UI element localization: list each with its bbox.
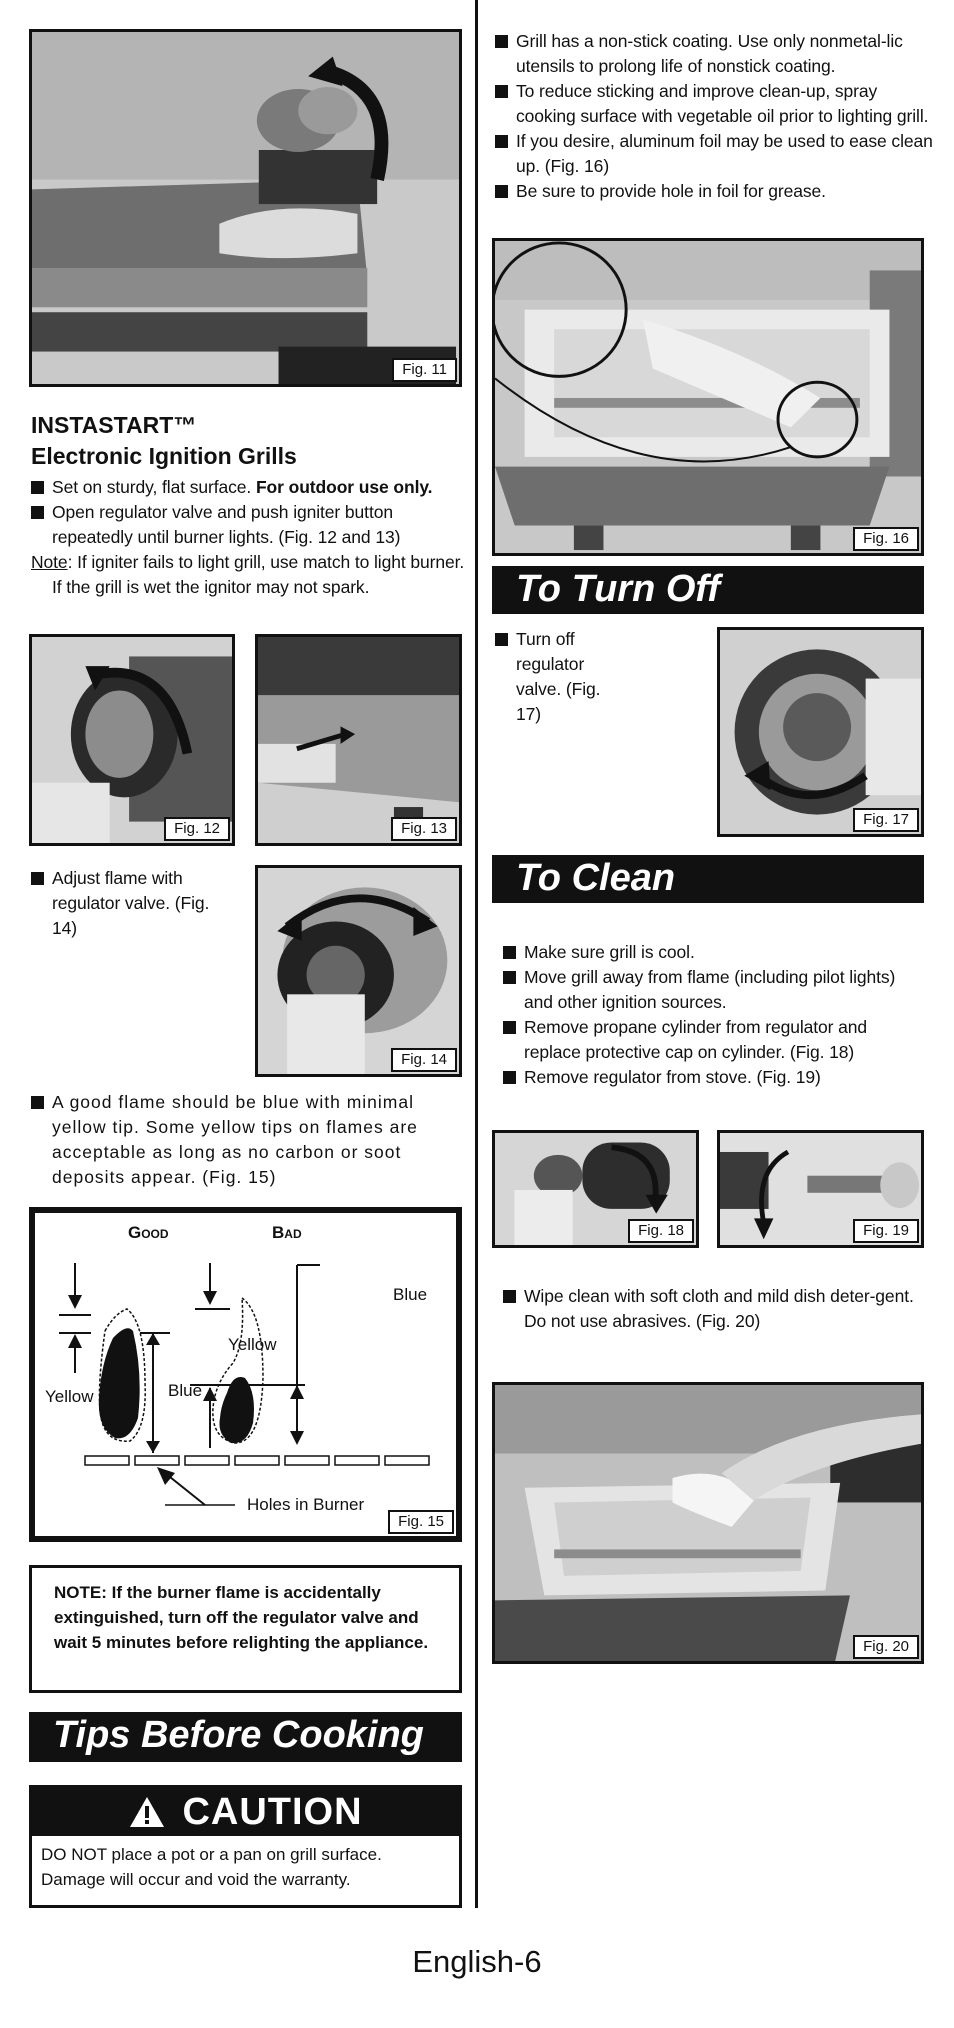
fig11-label: Fig. 11	[392, 358, 457, 382]
instastart-heading-line1: INSTASTART™	[31, 412, 197, 438]
to-turn-off-banner: To Turn Off	[492, 566, 924, 614]
fig18-label: Fig. 18	[628, 1219, 694, 1243]
column-divider	[475, 0, 478, 1908]
caution-header	[32, 1788, 459, 1836]
fig15-blue-good-label: Blue	[168, 1381, 203, 1400]
page-number: English-6	[412, 1944, 542, 1979]
bullet-square-icon	[503, 1021, 516, 1034]
regulator-knob-illustration	[258, 868, 459, 1074]
adjust-flame-bullet	[31, 866, 221, 941]
instastart-heading	[31, 410, 297, 472]
bullet-turn-off	[495, 627, 605, 727]
warning-triangle-icon	[128, 1795, 166, 1829]
bullet-square-icon	[31, 872, 44, 885]
caution-box	[29, 1785, 462, 1908]
bullet-adjust-flame-text: Adjust flame with regulator valve. (Fig. 14)	[52, 868, 210, 938]
fig15-holes-label: Holes in Burner	[247, 1495, 365, 1514]
bullet-square-icon	[503, 946, 516, 959]
fig15-good-label: Good	[128, 1223, 169, 1242]
bullet-wipe-text: Wipe clean with soft cloth and mild dish deter-gent. Do not use abrasives. (Fig. 20)	[524, 1286, 914, 1331]
ignite-note	[31, 550, 471, 600]
fig11-photo	[29, 29, 462, 387]
bullet-nonstick-text: Grill has a non-stick coating. Use only nonmetal-lic utensils to prolong life of nonstick coating.	[516, 31, 903, 76]
regulator-cylinder-illustration	[32, 637, 232, 843]
fig17-photo	[717, 627, 924, 837]
wipe-clean-illustration	[495, 1385, 921, 1661]
fig15-yellow-good-label: Yellow	[45, 1387, 94, 1406]
fig20-label: Fig. 20	[853, 1635, 919, 1659]
fig13-photo	[255, 634, 462, 846]
bullet-square-icon	[503, 1071, 516, 1084]
relight-note-box	[29, 1565, 462, 1693]
bullet-square-icon	[495, 135, 508, 148]
bullet-move	[503, 965, 928, 1015]
fig15-bad-label: Bad	[272, 1223, 302, 1242]
igniter-button-illustration	[258, 637, 459, 843]
bullet-hole	[495, 179, 935, 204]
cooking-tips-bullets	[495, 29, 935, 204]
fig14-label: Fig. 14	[391, 1048, 457, 1072]
good-flame-bullet	[31, 1090, 451, 1190]
bullet-nonstick	[495, 29, 935, 79]
fig17-label: Fig. 17	[853, 808, 919, 832]
fig16-label: Fig. 16	[853, 527, 919, 551]
bullet-move-text: Move grill away from flame (including pilot lights) and other ignition sources.	[524, 967, 896, 1012]
fig15-blue-right-label: Blue	[393, 1285, 428, 1304]
wipe-bullet	[503, 1284, 928, 1334]
bullet-wipe	[503, 1284, 928, 1334]
tips-before-cooking-banner: Tips Before Cooking	[29, 1712, 462, 1762]
bullet-open-valve-text: Open regulator valve and push igniter button repeatedly until burner lights. (Fig. 12 and 13)	[52, 502, 401, 547]
fig19-photo	[717, 1130, 924, 1248]
fig12-photo	[29, 634, 235, 846]
regulator-dial-illustration	[720, 630, 921, 834]
fig15-diagram	[29, 1207, 462, 1542]
grill-cylinder-illustration	[32, 32, 459, 384]
bullet-cool-text: Make sure grill is cool.	[524, 942, 695, 962]
note-label: Note	[31, 552, 68, 572]
bullet-open-valve	[31, 500, 471, 550]
bullet-cool	[503, 940, 928, 965]
bullet-remove-regulator	[503, 1065, 928, 1090]
fig18-photo	[492, 1130, 699, 1248]
bullet-remove-cylinder-text: Remove propane cylinder from regulator and replace protective cap on cylinder. (Fig. 18)	[524, 1017, 868, 1062]
instastart-bullets	[31, 475, 471, 600]
bullet-square-icon	[31, 506, 44, 519]
foil-grill-illustration	[495, 241, 921, 553]
bullet-square-icon	[31, 1096, 44, 1109]
bullet-square-icon	[495, 35, 508, 48]
caution-text: DO NOT place a pot or a pan on grill surface. Damage will occur and void the warranty.	[41, 1845, 382, 1889]
clean-bullets	[503, 940, 928, 1090]
caution-title: CAUTION	[182, 1790, 363, 1833]
bullet-surface-bold: For outdoor use only.	[255, 477, 433, 497]
bullet-adjust-flame	[31, 866, 221, 941]
turn-off-bullet	[495, 627, 605, 727]
fig15-yellow-bad-label: Yellow	[228, 1335, 277, 1354]
bullet-foil	[495, 129, 935, 179]
to-clean-banner: To Clean	[492, 855, 924, 903]
bullet-square-icon	[31, 481, 44, 494]
bullet-square-icon	[503, 971, 516, 984]
fig15-label: Fig. 15	[388, 1510, 454, 1534]
bullet-square-icon	[503, 1290, 516, 1303]
bullet-surface-text: Set on sturdy, flat surface.	[52, 477, 252, 497]
bullet-square-icon	[495, 85, 508, 98]
bullet-surface	[31, 475, 471, 500]
bullet-hole-text: Be sure to provide hole in foil for grease.	[516, 181, 826, 201]
relight-note-text: NOTE: If the burner flame is accidentally extinguished, turn off the regulator valve and wait 5 minutes before relighting the appliance.	[54, 1583, 429, 1652]
fig14-photo	[255, 865, 462, 1077]
bullet-spray	[495, 79, 935, 129]
bullet-remove-cylinder	[503, 1015, 928, 1065]
bullet-foil-text: If you desire, aluminum foil may be used to ease clean up. (Fig. 16)	[516, 131, 933, 176]
fig16-photo	[492, 238, 924, 556]
bullet-square-icon	[495, 185, 508, 198]
bullet-good-flame	[31, 1090, 451, 1190]
bullet-turn-off-text: Turn off regulator valve. (Fig. 17)	[516, 629, 601, 724]
bullet-square-icon	[495, 633, 508, 646]
note-text: : If igniter fails to light grill, use match to light burner. If the grill is wet the ignitor may not spark.	[52, 552, 465, 597]
fig20-photo	[492, 1382, 924, 1664]
bullet-spray-text: To reduce sticking and improve clean-up, spray cooking surface with vegetable oil prior to lighting grill.	[516, 81, 929, 126]
fig13-label: Fig. 13	[391, 817, 457, 841]
bullet-remove-regulator-text: Remove regulator from stove. (Fig. 19)	[524, 1067, 821, 1087]
instastart-heading-line2: Electronic Ignition Grills	[31, 443, 297, 469]
fig12-label: Fig. 12	[164, 817, 230, 841]
flame-diagram-svg	[35, 1213, 456, 1536]
bullet-good-flame-text: A good flame should be blue with minimal yellow tip. Some yellow tips on flames are acceptable as long as no carbon or soot deposits appear. (Fig. 15)	[52, 1092, 418, 1187]
fig19-label: Fig. 19	[853, 1219, 919, 1243]
